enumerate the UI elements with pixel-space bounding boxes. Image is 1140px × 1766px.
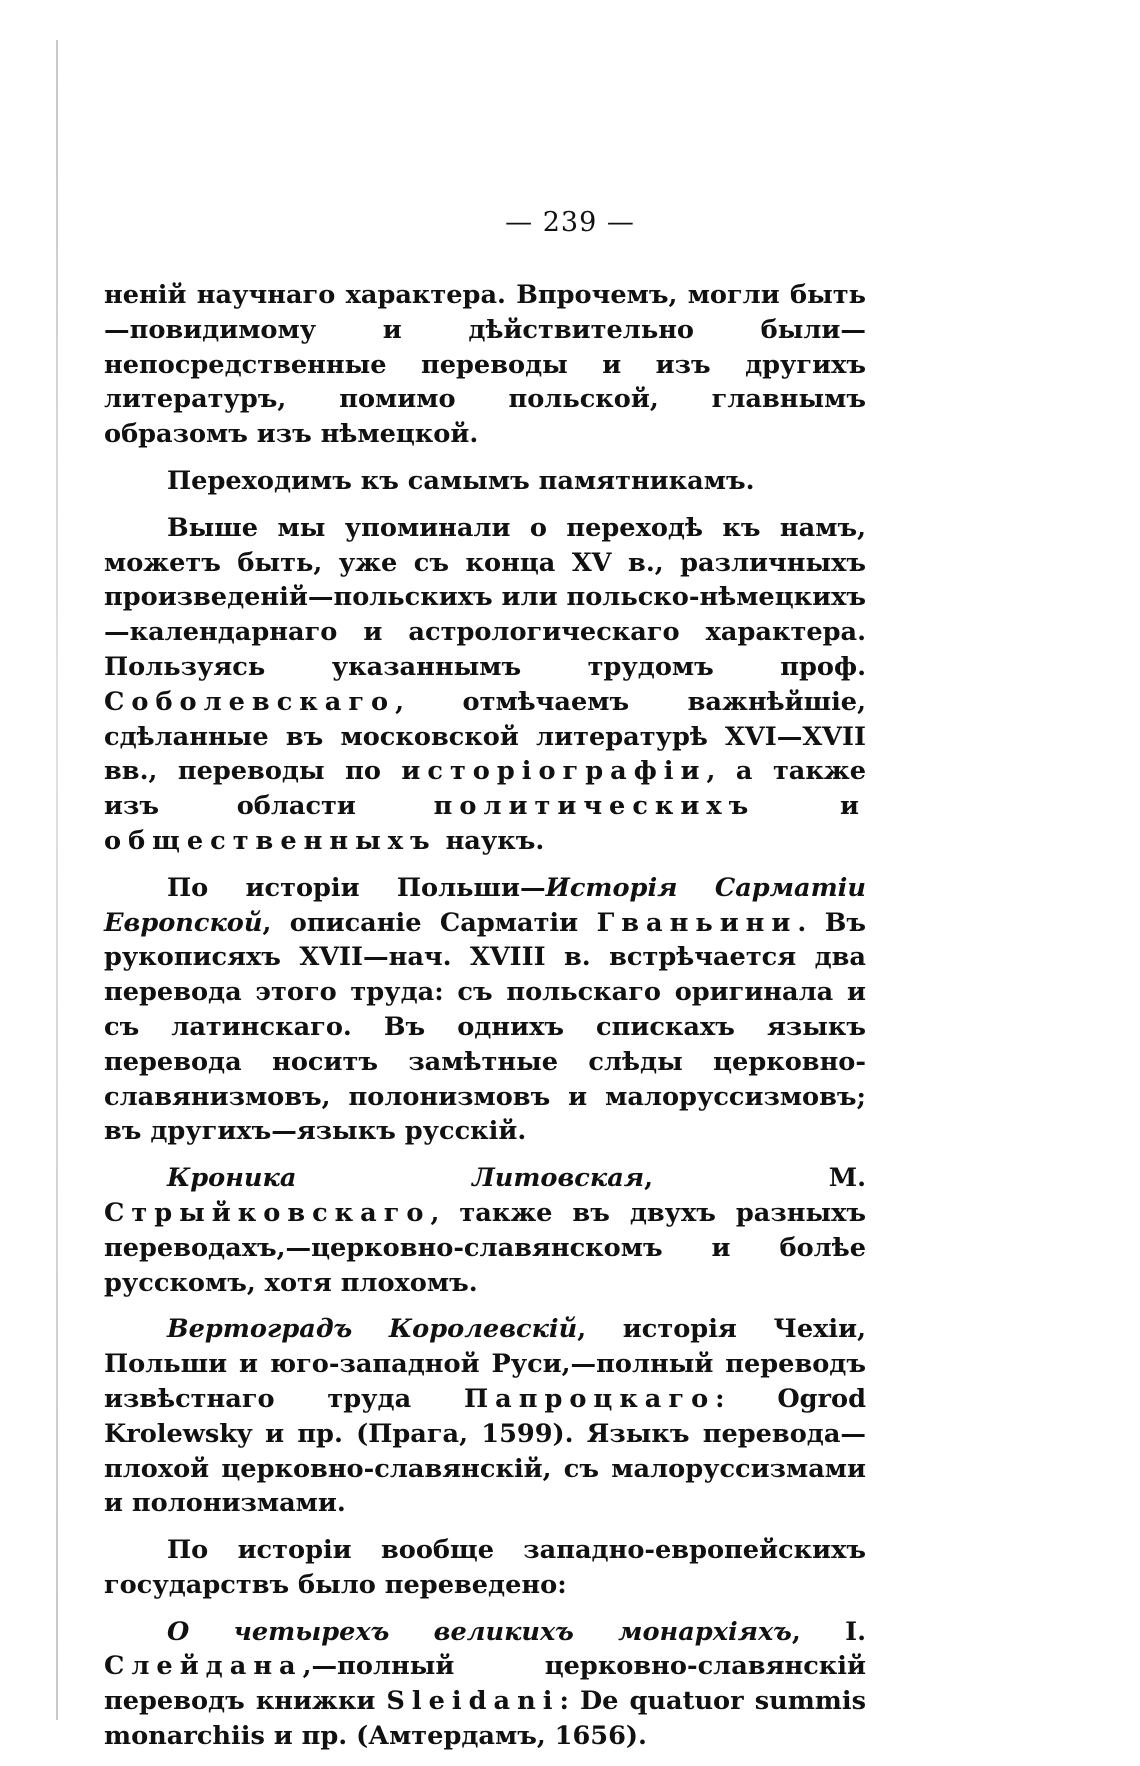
text-run: . Въ рукописяхъ XVII—нач. XVIII в. встрѣчается два перевода этого труда: съ польскаго оригинала и съ латинскаго. Въ однихъ спискахъ языкъ перевода носитъ замѣтные слѣды церковно-славянизмовъ, полонизмовъ и малоруссизмовъ; въ другихъ—языкъ русскiй. xyxy=(104,907,866,1147)
text-run: По исторiи вообще западно-европейскихъ государствъ было переведено: xyxy=(104,1535,866,1600)
text-run: ненiй научнаго характера. Впрочемъ, могли быть—повидимому и дѣйствительно были—непосредственные переводы и изъ другихъ литературъ, помимо польской, главнымъ образомъ изъ нѣмецкой. xyxy=(104,280,866,450)
paragraph xyxy=(104,871,866,1149)
text-run: Переходимъ къ самымъ памятникамъ. xyxy=(167,465,755,496)
italic-title: Кроника Литовская xyxy=(167,1163,645,1194)
text-run: ,—полный церковно-славянскiй переводъ книжки xyxy=(104,1651,866,1717)
spaced-name: Папроцкаго xyxy=(463,1383,716,1414)
text-run: , I. xyxy=(791,1616,867,1647)
paragraph xyxy=(104,1533,866,1603)
text-run: , отмѣчаемъ важнѣйшiе, сдѣланные въ московской литературѣ XVI—XVII вв., переводы по xyxy=(104,686,866,787)
text-run: , М. xyxy=(644,1163,867,1194)
paragraph xyxy=(104,511,866,859)
italic-title: Исторiя Сарматiи Европской xyxy=(104,872,866,938)
binding-edge-shadow xyxy=(56,40,58,1720)
spaced-name: Стрыйковскаго xyxy=(104,1197,431,1228)
paragraph xyxy=(104,278,866,452)
paragraph xyxy=(104,1312,866,1521)
spaced-name: исторiографiи xyxy=(401,756,707,787)
paragraph xyxy=(104,1161,866,1300)
spaced-name: Слейдана xyxy=(104,1651,303,1682)
spaced-name: Sleidani xyxy=(386,1686,560,1717)
text-run: Выше мы упоминали о переходѣ къ намъ, можетъ быть, уже съ конца XV в., различныхъ произведенiй—польскихъ или польско-нѣмецкихъ—календарнаго и астрологическаго характера. Пользуясь указаннымъ трудомъ проф. xyxy=(104,512,866,682)
text-run: наукъ. xyxy=(436,825,545,856)
spaced-name: Гваньини xyxy=(596,907,798,938)
text-run: : De quatuor summis monarchiis и пр. (Амтердамъ, 1656). xyxy=(104,1686,866,1752)
text-run: , исторiя Чехiи, Польши и юго-западной Руси,—полный переводъ извѣстнаго труда xyxy=(104,1314,866,1414)
text-run: , также въ двухъ разныхъ переводахъ,—церковно-славянскомъ и болѣе русскомъ, хотя плохомъ. xyxy=(104,1197,866,1298)
spaced-name: политическихъ и общественныхъ xyxy=(104,791,866,856)
body-text xyxy=(104,278,866,1754)
italic-title: Вертоградъ Королевскiй xyxy=(167,1314,578,1345)
page-number: — 239 — xyxy=(505,207,635,238)
text-run: , описанiе Сарматiи xyxy=(262,907,597,938)
italic-title: О четырехъ великихъ монархiяхъ xyxy=(167,1616,792,1647)
text-run: , а также изъ области xyxy=(104,756,867,822)
text-run: : Ogrod Krolewsky и пр. (Прага, 1599). Языкъ перевода—плохой церковно-славянскiй, съ малоруссизмами и полонизмами. xyxy=(104,1383,867,1519)
paragraph xyxy=(104,1615,866,1754)
text-run: По исторiи Польши— xyxy=(167,872,546,903)
spaced-name: Соболевскаго xyxy=(104,686,396,717)
paragraph xyxy=(104,464,866,499)
